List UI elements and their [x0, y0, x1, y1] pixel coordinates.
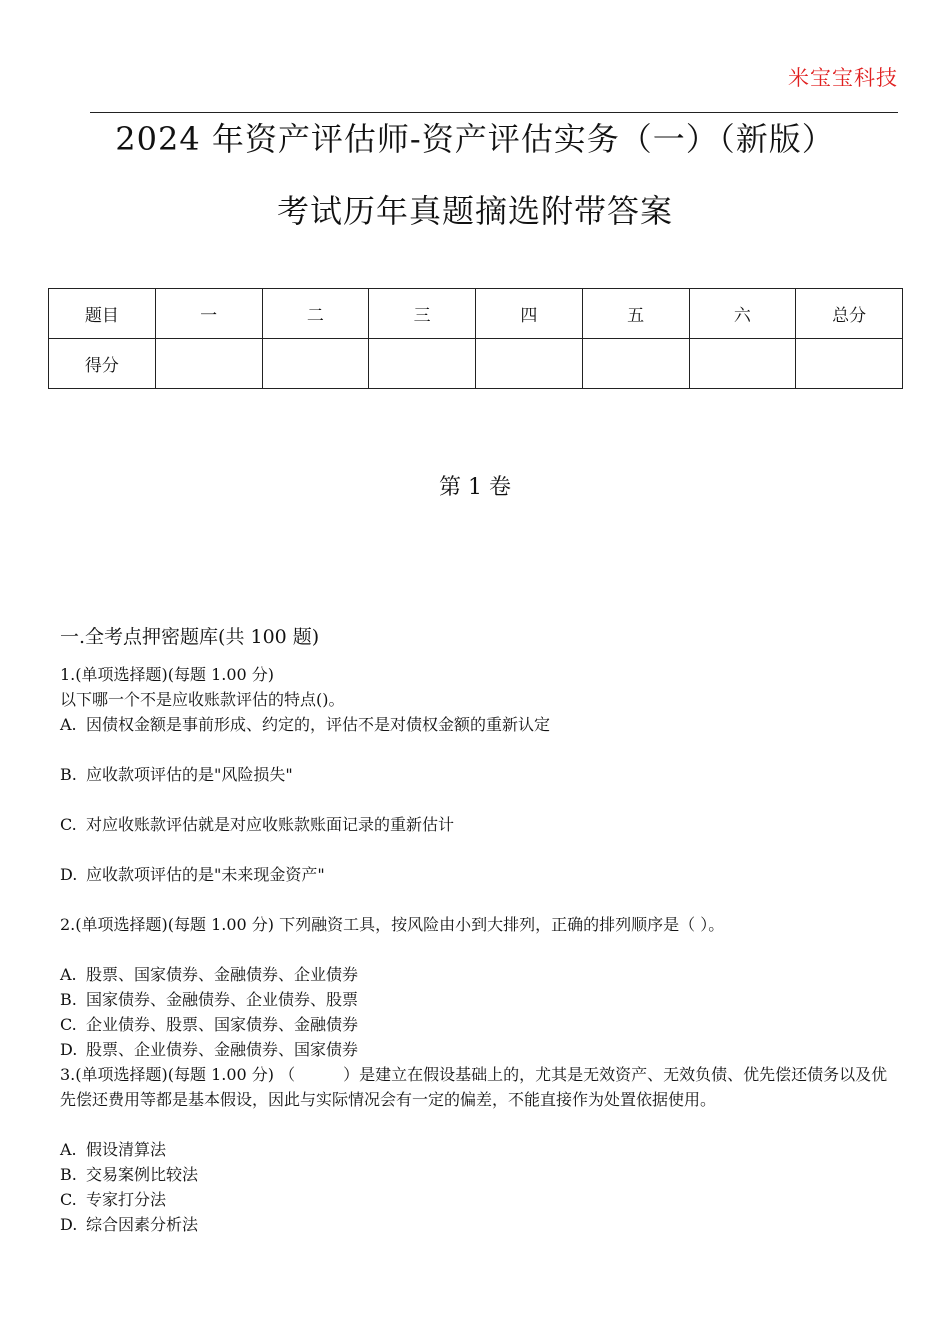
question-header: 3.(单项选择题)(每题 1.00 分) （ ）是建立在假设基础上的，尤其是无效资产、无效负债、优先偿还债务以及优先偿还费用等都是基本假设，因此与实际情况会有一定的偏差，不能直接作为处置依据使用。 — [60, 1065, 888, 1109]
option-letter: A. — [60, 1140, 77, 1159]
question-stem: 以下哪一个不是应收账款评估的特点()。 — [60, 690, 345, 709]
score-header-cell: 六 — [689, 289, 796, 339]
score-cell — [476, 339, 583, 389]
option-text: 对应收账款评估就是对应收账款账面记录的重新估计 — [86, 815, 455, 834]
score-header-cell: 五 — [582, 289, 689, 339]
score-header-cell: 二 — [262, 289, 369, 339]
score-cell — [582, 339, 689, 389]
option-letter: D. — [60, 865, 78, 884]
score-cell — [262, 339, 369, 389]
score-table-header-row — [49, 289, 903, 339]
option-a — [60, 962, 900, 987]
option-a — [60, 712, 900, 737]
option-text: 专家打分法 — [86, 1190, 167, 1209]
option-letter: D. — [60, 1040, 78, 1059]
question-1 — [60, 662, 900, 912]
option-letter: C. — [60, 815, 77, 834]
option-text: 因债权金额是事前形成、约定的，评估不是对债权金额的重新认定 — [86, 715, 551, 734]
volume-heading: 第 1 卷 — [439, 475, 511, 500]
option-d — [60, 1212, 900, 1237]
option-letter: B. — [60, 990, 77, 1009]
score-header-cell: 四 — [476, 289, 583, 339]
score-header-cell: 三 — [369, 289, 476, 339]
score-header-cell: 总分 — [796, 289, 903, 339]
score-header-cell: 一 — [155, 289, 262, 339]
option-text: 应收款项评估的是"风险损失" — [86, 765, 293, 784]
score-cell — [689, 339, 796, 389]
option-b — [60, 987, 900, 1012]
option-text: 国家债券、金融债券、企业债券、股票 — [86, 990, 359, 1009]
option-c — [60, 812, 900, 837]
option-letter: A. — [60, 715, 77, 734]
score-cell — [796, 339, 903, 389]
question-3 — [60, 1062, 900, 1237]
score-cell — [369, 339, 476, 389]
option-c — [60, 1012, 900, 1037]
option-d — [60, 1037, 900, 1062]
option-a — [60, 1137, 900, 1162]
option-text: 企业债券、股票、国家债券、金融债券 — [86, 1015, 359, 1034]
option-b — [60, 1162, 900, 1187]
score-row-label: 得分 — [49, 339, 156, 389]
option-letter: C. — [60, 1015, 77, 1034]
option-letter: D. — [60, 1215, 78, 1234]
score-table-score-row — [49, 339, 903, 389]
option-text: 股票、企业债券、金融债券、国家债券 — [86, 1040, 359, 1059]
option-text: 交易案例比较法 — [86, 1165, 199, 1184]
question-header: 2.(单项选择题)(每题 1.00 分) 下列融资工具，按风险由小到大排列，正确的排列顺序是（ ）。 — [60, 915, 725, 934]
option-c — [60, 1187, 900, 1212]
score-cell — [155, 339, 262, 389]
section-title: 一.全考点押密题库(共 100 题) — [60, 626, 320, 648]
option-text: 股票、国家债券、金融债券、企业债券 — [86, 965, 359, 984]
document-title-line2: 考试历年真题摘选附带答案 — [276, 192, 673, 230]
document-title-line1: 2024 年资产评估师-资产评估实务（一）（新版） — [115, 120, 835, 158]
score-table — [48, 288, 903, 389]
option-text: 综合因素分析法 — [86, 1215, 199, 1234]
option-letter: B. — [60, 765, 77, 784]
option-text: 应收款项评估的是"未来现金资产" — [86, 865, 325, 884]
watermark: 米宝宝科技 — [788, 66, 898, 90]
question-list — [60, 662, 900, 1237]
option-text: 假设清算法 — [86, 1140, 167, 1159]
option-letter: B. — [60, 1165, 77, 1184]
option-letter: C. — [60, 1190, 77, 1209]
option-letter: A. — [60, 965, 77, 984]
option-b — [60, 762, 900, 787]
question-header: 1.(单项选择题)(每题 1.00 分) — [60, 665, 275, 684]
title-rule — [90, 112, 898, 113]
option-d — [60, 862, 900, 887]
score-header-cell: 题目 — [49, 289, 156, 339]
question-2 — [60, 912, 900, 1062]
